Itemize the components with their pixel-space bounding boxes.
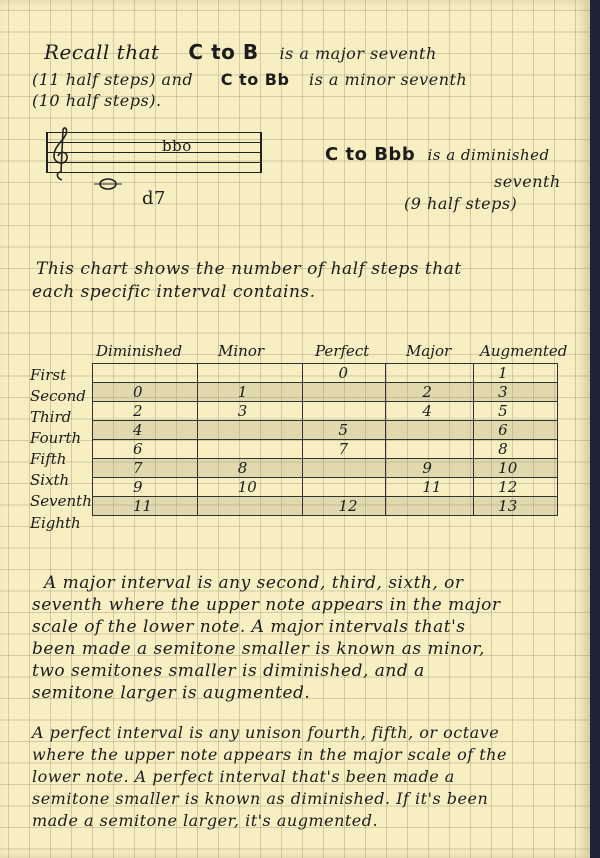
table-cell — [197, 440, 302, 459]
dim-line-3: (9 half steps) — [404, 194, 518, 213]
table-cell: 5 — [474, 402, 558, 421]
table-cell — [302, 402, 386, 421]
table-cell — [386, 497, 474, 516]
intro-text: (11 half steps) and — [32, 70, 194, 89]
table-cell — [386, 364, 474, 383]
table-cell — [302, 383, 386, 402]
intro-text: is a major seventh — [279, 44, 437, 63]
intro-line-2 — [32, 70, 467, 89]
table-cell: 4 — [93, 421, 198, 440]
intro-line-1 — [44, 40, 437, 64]
paragraph-line: been made a semitone smaller is known as minor, — [32, 639, 485, 659]
table-cell: 11 — [93, 497, 198, 516]
interval-table — [92, 363, 558, 516]
chart-intro-line-1: This chart shows the number of half steps that — [36, 259, 462, 279]
intro-line-3: (10 half steps). — [32, 91, 162, 110]
table-cell: 5 — [302, 421, 386, 440]
table-cell: 12 — [302, 497, 386, 516]
table-row — [93, 459, 558, 478]
table-row — [93, 383, 558, 402]
table-row — [93, 478, 558, 497]
table-cell: 10 — [474, 459, 558, 478]
table-row — [93, 440, 558, 459]
col-header-major: Major — [406, 342, 452, 360]
table-cell: 7 — [93, 459, 198, 478]
table-row — [93, 497, 558, 516]
row-label-second: Second — [30, 387, 86, 405]
paragraph-line: semitone larger is augmented. — [32, 683, 311, 703]
table-cell: 8 — [474, 440, 558, 459]
intro-highlight: C to B — [188, 40, 259, 64]
intro-text: is a minor seventh — [309, 70, 468, 89]
paragraph-line: made a semitone larger, it's augmented. — [32, 811, 379, 830]
intro-highlight: C to Bb — [220, 70, 290, 89]
table-cell: 4 — [386, 402, 474, 421]
paragraph-line: scale of the lower note. A major intervals that's — [32, 617, 466, 637]
table-cell: 9 — [386, 459, 474, 478]
row-label-fifth: Fifth — [30, 450, 67, 468]
table-cell: 3 — [197, 402, 302, 421]
dim-line-2: seventh — [494, 172, 561, 191]
dim-line-1 — [325, 144, 550, 165]
paragraph-line: A perfect interval is any unison fourth, fifth, or octave — [32, 723, 500, 742]
table-cell — [197, 421, 302, 440]
row-label-first: First — [30, 366, 67, 384]
table-cell: 1 — [474, 364, 558, 383]
paragraph-line: semitone smaller is known as diminished. If it's been — [32, 789, 489, 808]
table-row — [93, 421, 558, 440]
table-cell: 0 — [302, 364, 386, 383]
table-cell: 2 — [386, 383, 474, 402]
row-label-third: Third — [30, 408, 72, 426]
music-staff — [46, 132, 262, 209]
row-label-fourth: Fourth — [30, 429, 82, 447]
dim-highlight: C to Bbb — [325, 144, 416, 165]
table-cell: 6 — [474, 421, 558, 440]
col-header-perfect: Perfect — [315, 342, 370, 360]
chord-label: d7 — [142, 188, 166, 209]
table-cell: 1 — [197, 383, 302, 402]
table-cell: 3 — [474, 383, 558, 402]
table-row — [93, 364, 558, 383]
table-cell: 0 — [93, 383, 198, 402]
table-row — [93, 402, 558, 421]
row-label-eighth: Eighth — [30, 514, 81, 532]
table-cell: 9 — [93, 478, 198, 497]
table-cell — [386, 440, 474, 459]
col-header-minor: Minor — [218, 342, 265, 360]
dim-text: is a diminished — [427, 146, 550, 164]
treble-clef-icon — [50, 126, 72, 184]
table-cell: 11 — [386, 478, 474, 497]
paragraph-line: A major interval is any second, third, sixth, or — [44, 573, 464, 593]
table-cell — [197, 364, 302, 383]
table-cell: 6 — [93, 440, 198, 459]
paragraph-line: seventh where the upper note appears in the major — [32, 595, 501, 615]
col-header-diminished: Diminished — [96, 342, 183, 360]
table-cell — [93, 364, 198, 383]
col-header-augmented: Augmented — [480, 342, 568, 360]
table-cell: 10 — [197, 478, 302, 497]
row-label-seventh: Seventh — [30, 492, 92, 510]
intro-text: Recall that — [44, 40, 160, 64]
paragraph-line: lower note. A perfect interval that's been made a — [32, 767, 455, 786]
table-cell: 12 — [474, 478, 558, 497]
table-cell — [302, 459, 386, 478]
table-cell — [302, 478, 386, 497]
whole-note-icon — [94, 176, 122, 192]
paragraph-line: where the upper note appears in the major scale of the — [32, 745, 507, 764]
flat-note-label: bbo — [162, 137, 192, 155]
table-cell: 7 — [302, 440, 386, 459]
table-cell: 2 — [93, 402, 198, 421]
table-cell — [386, 421, 474, 440]
table-cell: 8 — [197, 459, 302, 478]
paragraph-line: two semitones smaller is diminished, and a — [32, 661, 425, 681]
chart-intro-line-2: each specific interval contains. — [32, 282, 316, 302]
row-label-sixth: Sixth — [30, 471, 70, 489]
table-cell: 13 — [474, 497, 558, 516]
table-cell — [197, 497, 302, 516]
